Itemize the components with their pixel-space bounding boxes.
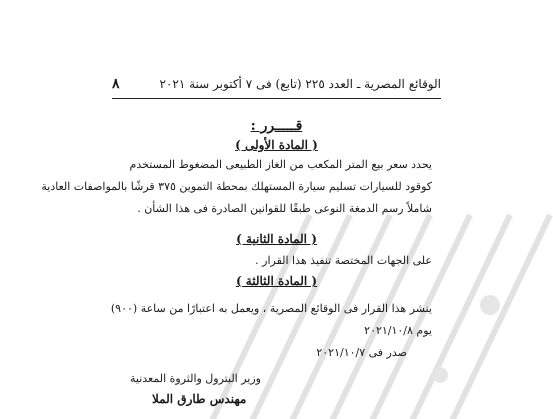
article-3-line-1: ينشر هذا القرار فى الوقائع المصرية ، ويعمل به اعتبارًا من ساعة (٩٠٠) bbox=[110, 302, 432, 315]
article-1-heading bbox=[112, 138, 441, 152]
article-2-line-1: على الجهات المختصة تنفيذ هذا القرار . bbox=[255, 254, 432, 267]
page-header bbox=[112, 74, 441, 99]
article-1-line-1: يحدد سعر بيع المتر المكعب من الغاز الطبيعى المضغوط المستخدم bbox=[129, 158, 432, 171]
minister-name: مهندس طارق الملا bbox=[152, 392, 247, 406]
article-2-heading-text: ( المادة الثانية ) bbox=[236, 232, 317, 246]
article-1-heading-text: ( المادة الأولى ) bbox=[235, 138, 318, 152]
article-1-line-3: شاملاً رسم الدمغة النوعى طبقًا للقوانين الصادرة فى هذا الشأن . bbox=[137, 202, 432, 215]
article-1-line-2: كوقود للسيارات تسليم سيارة المستهلك بمحطة التموين ٣٧٥ قرشًا بالمواصفات العادية bbox=[41, 180, 432, 193]
article-3-heading-text: ( المادة الثالثة ) bbox=[235, 274, 318, 288]
issued-date: صدر فى ٢٠٢١/١٠/٧ bbox=[316, 346, 407, 359]
running-title: الوقائع المصرية ـ العدد ٢٢٥ (تابع) فى ٧ أكتوبر سنة ٢٠٢١ bbox=[159, 77, 441, 91]
article-3-heading bbox=[112, 274, 441, 288]
decision-title: قـــــرر : bbox=[250, 118, 303, 134]
article-2-heading bbox=[112, 232, 441, 246]
minister-title: وزير البترول والثروة المعدنية bbox=[130, 372, 261, 385]
article-3-line-2: يوم ٢٠٢١/١٠/٨ bbox=[364, 324, 432, 337]
page-number: ٨ bbox=[112, 76, 120, 92]
